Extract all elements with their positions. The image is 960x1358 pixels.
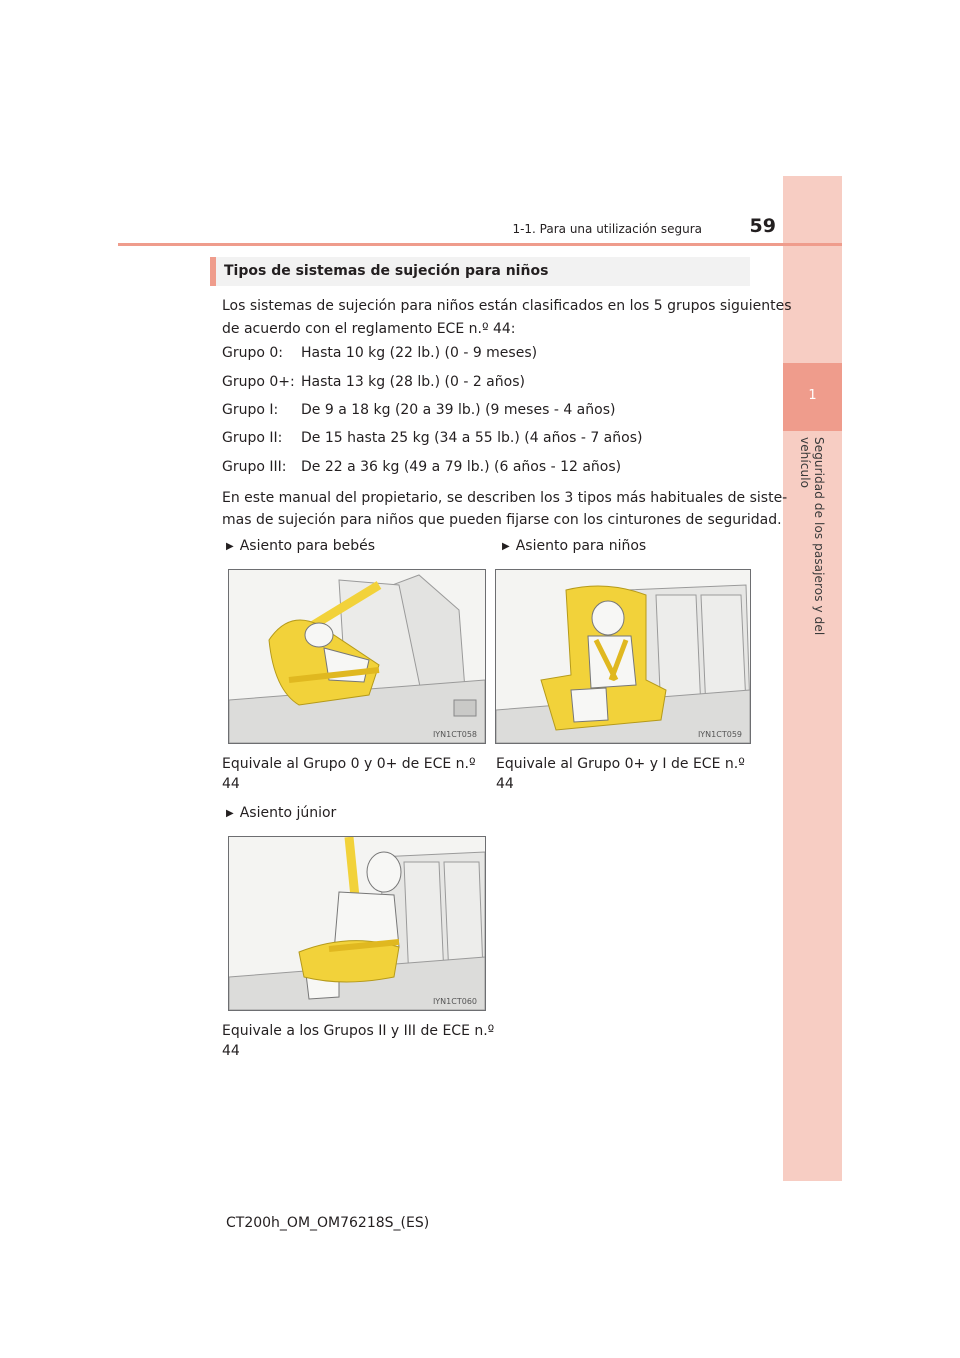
seat-title-junior: ▶ Asiento júnior bbox=[226, 805, 337, 821]
group-label: Grupo III: bbox=[222, 459, 287, 475]
footer-doc-code: CT200h_OM_OM76218S_(ES) bbox=[226, 1215, 430, 1231]
group-desc: De 22 a 36 kg (49 a 79 lb.) (6 años - 12 años) bbox=[301, 459, 622, 475]
group-desc: De 15 hasta 25 kg (34 a 55 lb.) (4 años - 7 años) bbox=[301, 430, 643, 446]
seat-caption-line-2: 44 bbox=[222, 1043, 240, 1059]
intro-line-1: Los sistemas de sujeción para niños están clasificados en los 5 grupos siguientes bbox=[222, 298, 792, 314]
figure-code: IYN1CT058 bbox=[432, 730, 477, 739]
triangle-bullet-icon: ▶ bbox=[502, 541, 510, 552]
seat-title-baby: ▶ Asiento para bebés bbox=[226, 538, 375, 554]
seat-title-child: ▶ Asiento para niños bbox=[502, 538, 647, 554]
section-title: Tipos de sistemas de sujeción para niños bbox=[224, 263, 549, 279]
chapter-title: Seguridad de los pasajeros y del vehículo bbox=[798, 437, 826, 636]
group-desc: De 9 a 18 kg (20 a 39 lb.) (9 meses - 4 años) bbox=[301, 402, 616, 418]
intro-line-2: de acuerdo con el reglamento ECE n.º 44: bbox=[222, 321, 516, 337]
manual-note-line-1: En este manual del propietario, se describen los 3 tipos más habituales de siste- bbox=[222, 490, 788, 506]
triangle-bullet-icon: ▶ bbox=[226, 541, 234, 552]
figure-child-seat bbox=[495, 569, 751, 744]
group-desc: Hasta 13 kg (28 lb.) (0 - 2 años) bbox=[301, 374, 525, 390]
seat-caption-line-2: 44 bbox=[496, 776, 514, 792]
section-heading-marker bbox=[210, 257, 216, 286]
manual-note-line-2: mas de sujeción para niños que pueden fijarse con los cinturones de seguridad. bbox=[222, 512, 782, 528]
figure-junior-seat bbox=[228, 836, 486, 1011]
figure-baby-seat bbox=[228, 569, 486, 744]
seat-caption-line-1: Equivale a los Grupos II y III de ECE n.º bbox=[222, 1023, 495, 1039]
side-tab-strip bbox=[783, 176, 842, 1181]
page-number: 59 bbox=[749, 215, 776, 237]
junior-seat-illustration bbox=[229, 837, 485, 1010]
seat-caption-line-1: Equivale al Grupo 0 y 0+ de ECE n.º bbox=[222, 756, 476, 772]
header-rule bbox=[118, 243, 842, 246]
group-label: Grupo I: bbox=[222, 402, 279, 418]
child-seat-illustration bbox=[496, 570, 750, 743]
seat-caption-line-1: Equivale al Grupo 0+ y I de ECE n.º bbox=[496, 756, 745, 772]
chapter-number: 1 bbox=[808, 388, 817, 403]
figure-code: IYN1CT060 bbox=[432, 997, 477, 1006]
group-label: Grupo 0+: bbox=[222, 374, 295, 390]
group-desc: Hasta 10 kg (22 lb.) (0 - 9 meses) bbox=[301, 345, 538, 361]
baby-seat-illustration bbox=[229, 570, 485, 743]
group-label: Grupo 0: bbox=[222, 345, 284, 361]
seat-caption-line-2: 44 bbox=[222, 776, 240, 792]
triangle-bullet-icon: ▶ bbox=[226, 808, 234, 819]
group-label: Grupo II: bbox=[222, 430, 283, 446]
header-section-title: 1-1. Para una utilización segura bbox=[512, 222, 702, 236]
figure-code: IYN1CT059 bbox=[697, 730, 742, 739]
